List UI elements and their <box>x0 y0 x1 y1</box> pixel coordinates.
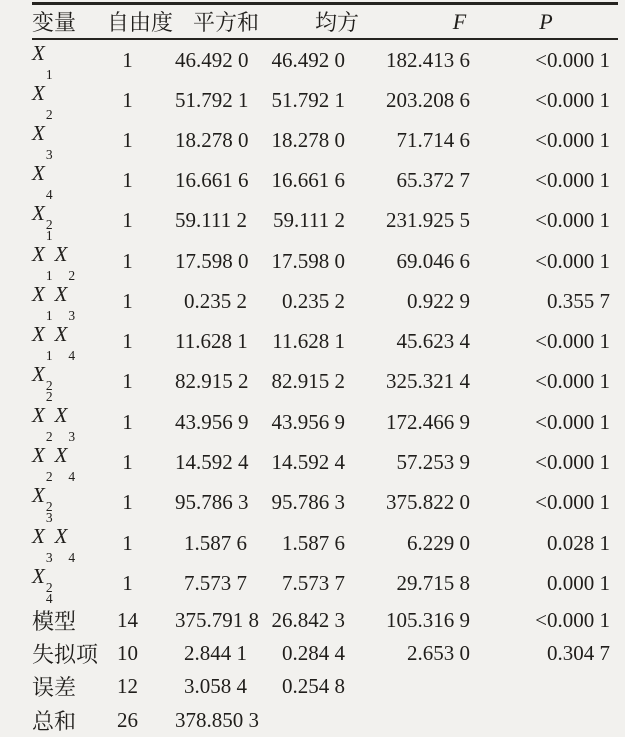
col-header-f-value: F <box>347 4 472 40</box>
mean-square-cell: 18.278 0 <box>271 127 345 152</box>
mean-square-cell: 46.492 0 <box>271 47 345 72</box>
variable-cell <box>32 120 105 160</box>
p-value-cell <box>472 670 618 703</box>
table-row <box>32 321 618 361</box>
math-term: X 2 3 <box>32 483 53 525</box>
col-header-p-value: P <box>472 4 618 40</box>
anova-table <box>32 2 618 737</box>
variable-cell <box>32 39 105 80</box>
sum-of-squares-cell: 43.956 9 <box>175 409 249 434</box>
p-value-cell: <0.000 1 <box>535 208 610 232</box>
f-value-cell: 231.925 5 <box>386 208 470 232</box>
df-cell: 26 <box>117 707 138 732</box>
df-cell: 1 <box>122 47 133 72</box>
math-term: X 2 <box>32 443 53 484</box>
p-value-cell: <0.000 1 <box>535 248 610 273</box>
p-value-cell: <0.000 1 <box>535 369 610 393</box>
mean-square-cell: 0.254 8 <box>282 674 345 699</box>
p-value-cell: <0.000 1 <box>535 409 610 434</box>
p-value-cell: <0.000 1 <box>535 167 610 192</box>
variable-cell <box>32 321 105 361</box>
p-value-cell: 0.355 7 <box>547 288 610 313</box>
p-value-cell: 0.000 1 <box>547 571 610 595</box>
table-row <box>32 361 618 402</box>
math-term: X 2 1 <box>32 201 53 243</box>
sum-of-squares-cell: 3.058 4 <box>184 674 247 699</box>
variable-cell <box>32 281 105 321</box>
table-row <box>32 637 618 670</box>
mean-square-cell: 17.598 0 <box>271 248 345 273</box>
variable-cell <box>32 160 105 200</box>
p-value-cell: <0.000 1 <box>535 449 610 474</box>
variable-cell: 模型 <box>32 609 77 635</box>
df-cell: 1 <box>122 288 133 313</box>
table-row <box>32 604 618 637</box>
sum-of-squares-cell: 18.278 0 <box>175 127 249 152</box>
sum-of-squares-cell: 59.111 2 <box>175 208 247 232</box>
table-header <box>32 4 618 40</box>
f-value-cell: 45.623 4 <box>396 328 470 353</box>
f-value-cell: 375.822 0 <box>386 490 470 514</box>
math-term: X 4 <box>54 322 76 363</box>
col-header-df: 自由度 <box>105 4 175 40</box>
f-value-cell: 6.229 0 <box>407 530 470 555</box>
f-value-cell: 105.316 9 <box>386 608 470 633</box>
df-cell: 14 <box>117 608 138 633</box>
sum-of-squares-cell: 2.844 1 <box>184 641 247 666</box>
variable-cell <box>32 241 105 281</box>
table-row <box>32 442 618 482</box>
sum-of-squares-cell: 11.628 1 <box>175 328 248 353</box>
df-cell: 1 <box>122 328 133 353</box>
table-row <box>32 402 618 442</box>
sum-of-squares-cell: 7.573 7 <box>184 571 247 595</box>
mean-square-cell: 7.573 7 <box>282 571 345 595</box>
mean-square-cell: 82.915 2 <box>271 369 345 393</box>
f-value-cell <box>347 704 472 737</box>
variable-cell <box>32 523 105 563</box>
sum-of-squares-cell: 51.792 1 <box>175 87 249 112</box>
p-value-cell: <0.000 1 <box>535 87 610 112</box>
table-row <box>32 704 618 737</box>
math-term: X 1 <box>32 41 53 82</box>
df-cell: 1 <box>122 409 133 434</box>
f-value-cell: 325.321 4 <box>386 369 470 393</box>
sum-of-squares-cell: 46.492 0 <box>175 47 249 72</box>
variable-cell <box>32 200 105 241</box>
table-row <box>32 523 618 563</box>
math-term: X 2 <box>32 403 53 444</box>
variable-cell <box>32 482 105 523</box>
mean-square-cell: 0.284 4 <box>282 641 345 666</box>
math-term: X 3 <box>32 524 53 565</box>
df-cell: 1 <box>122 369 133 393</box>
df-cell: 1 <box>122 571 133 595</box>
p-value-cell: <0.000 1 <box>535 608 610 633</box>
mean-square-cell: 43.956 9 <box>271 409 345 434</box>
p-value-cell: 0.304 7 <box>547 641 610 666</box>
p-value-cell: 0.028 1 <box>547 530 610 555</box>
mean-square-cell: 0.235 2 <box>282 288 345 313</box>
sum-of-squares-cell: 82.915 2 <box>175 369 249 393</box>
math-term: X 2 <box>54 242 76 283</box>
header-row <box>32 4 618 40</box>
table-row <box>32 563 618 604</box>
df-cell: 1 <box>122 167 133 192</box>
df-cell: 1 <box>122 127 133 152</box>
variable-cell <box>32 402 105 442</box>
f-value-cell: 2.653 0 <box>407 641 470 666</box>
math-term: X 2 <box>32 81 53 122</box>
table-row <box>32 80 618 120</box>
mean-square-cell: 16.661 6 <box>271 167 345 192</box>
f-value-cell: 0.922 9 <box>407 288 470 313</box>
variable-cell: 总和 <box>32 708 77 734</box>
df-cell: 1 <box>122 449 133 474</box>
variable-cell <box>32 442 105 482</box>
math-term: X 4 <box>32 161 53 202</box>
p-value-cell: <0.000 1 <box>535 47 610 72</box>
df-cell: 1 <box>122 490 133 514</box>
math-term: X 1 <box>32 282 53 323</box>
mean-square-cell: 95.786 3 <box>271 490 345 514</box>
math-term: X 2 4 <box>32 564 53 606</box>
math-term: X 4 <box>54 443 76 484</box>
df-cell: 1 <box>122 248 133 273</box>
table-row <box>32 160 618 200</box>
sum-of-squares-cell: 95.786 3 <box>175 490 249 514</box>
variable-cell: 失拟项 <box>32 642 99 668</box>
col-header-variable: 变量 <box>32 4 105 40</box>
table-row <box>32 39 618 80</box>
df-cell: 12 <box>117 674 138 699</box>
f-value-cell: 57.253 9 <box>396 449 470 474</box>
sum-of-squares-cell: 0.235 2 <box>184 288 247 313</box>
sum-of-squares-cell: 378.850 3 <box>175 707 259 732</box>
col-header-sum-of-squares: 平方和 <box>175 4 249 40</box>
f-value-cell: 65.372 7 <box>396 167 470 192</box>
f-value-cell: 203.208 6 <box>386 87 470 112</box>
math-term: X 1 <box>32 322 53 363</box>
p-value-cell: <0.000 1 <box>535 490 610 514</box>
mean-square-cell: 26.842 3 <box>271 608 345 633</box>
col-header-mean-square: 均方 <box>249 4 347 40</box>
f-value-cell: 69.046 6 <box>396 248 470 273</box>
mean-square-cell <box>249 704 347 737</box>
df-cell: 1 <box>122 87 133 112</box>
sum-of-squares-cell: 14.592 4 <box>175 449 249 474</box>
table-body <box>32 39 618 737</box>
table-row <box>32 241 618 281</box>
f-value-cell: 71.714 6 <box>396 127 470 152</box>
p-value-cell: <0.000 1 <box>535 127 610 152</box>
variable-cell <box>32 563 105 604</box>
math-term: X 3 <box>54 282 76 323</box>
table-row <box>32 281 618 321</box>
table-row <box>32 120 618 160</box>
sum-of-squares-cell: 1.587 6 <box>184 530 247 555</box>
table-row <box>32 200 618 241</box>
variable-cell: 误差 <box>32 675 77 701</box>
sum-of-squares-cell: 17.598 0 <box>175 248 249 273</box>
sum-of-squares-cell: 16.661 6 <box>175 167 249 192</box>
mean-square-cell: 51.792 1 <box>271 87 345 112</box>
math-term: X 3 <box>32 121 53 162</box>
f-value-cell: 172.466 9 <box>386 409 470 434</box>
f-value-cell <box>347 670 472 703</box>
f-value-cell: 182.413 6 <box>386 47 470 72</box>
mean-square-cell: 1.587 6 <box>282 530 345 555</box>
variable-cell <box>32 80 105 120</box>
f-value-cell: 29.715 8 <box>396 571 470 595</box>
p-value-cell <box>472 704 618 737</box>
sum-of-squares-cell: 375.791 8 <box>175 608 259 633</box>
df-cell: 1 <box>122 530 133 555</box>
p-value-cell: <0.000 1 <box>535 328 610 353</box>
math-term: X 4 <box>54 524 76 565</box>
variable-cell <box>32 361 105 402</box>
table-row <box>32 670 618 703</box>
mean-square-cell: 59.111 2 <box>273 208 345 232</box>
mean-square-cell: 11.628 1 <box>272 328 345 353</box>
math-term: X 2 2 <box>32 362 53 404</box>
math-term: X 1 <box>32 242 53 283</box>
df-cell: 1 <box>122 208 133 232</box>
table-row <box>32 482 618 523</box>
df-cell: 10 <box>117 641 138 666</box>
mean-square-cell: 14.592 4 <box>271 449 345 474</box>
math-term: X 3 <box>54 403 76 444</box>
